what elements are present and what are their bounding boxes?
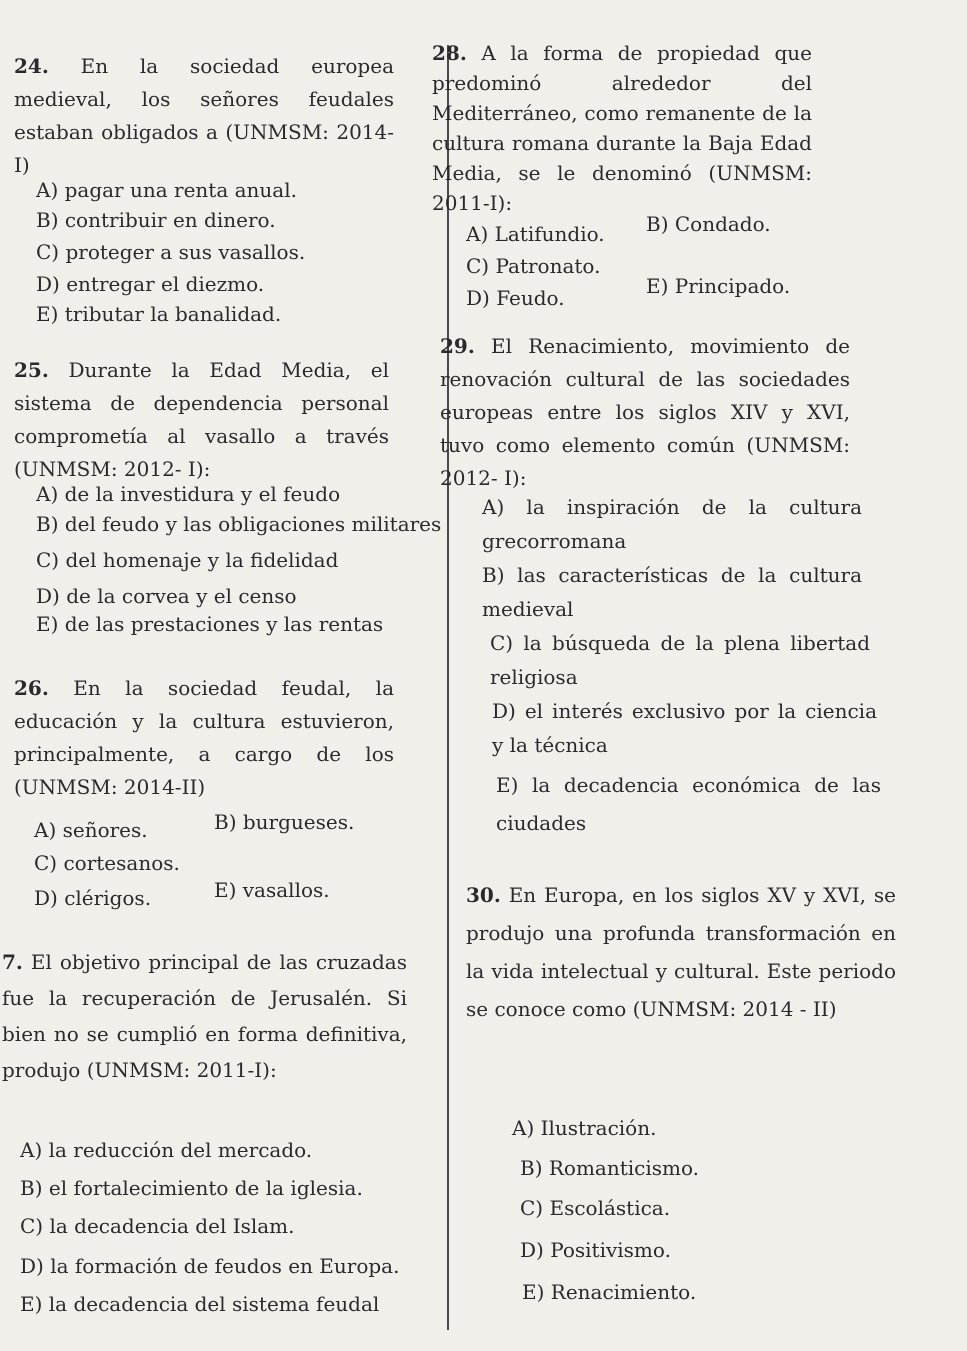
- question-25-text: Durante la Edad Media, el sistema de dependencia personal comprometía al vasallo a través (UNMSM: 2012- I):: [14, 358, 390, 481]
- q29-option-e-text: E) la decadencia económica de las ciudades: [496, 773, 881, 835]
- q28-option-a[interactable]: A) Latifundio.: [466, 222, 605, 246]
- q27-option-a[interactable]: A) la reducción del mercado.: [20, 1138, 313, 1162]
- q26-option-d[interactable]: D) clérigos.: [34, 886, 152, 910]
- question-27-text: El objetivo principal de las cruzadas fue la recuperación de Jerusalén. Si bien no se cumplió en forma definitiva, produjo (UNMSM: 2011-I):: [2, 950, 407, 1082]
- q26-option-b[interactable]: B) burgueses.: [214, 810, 355, 834]
- q25-option-d[interactable]: D) de la corvea y el censo: [36, 584, 297, 608]
- question-26-number: 26.: [14, 676, 49, 700]
- q29-option-d[interactable]: [492, 694, 877, 762]
- q30-option-e[interactable]: E) Renacimiento.: [522, 1280, 697, 1304]
- q27-option-c[interactable]: C) la decadencia del Islam.: [20, 1214, 295, 1238]
- q29-option-a[interactable]: [482, 490, 862, 558]
- q27-option-e[interactable]: E) la decadencia del sistema feudal: [20, 1292, 380, 1316]
- q30-option-b[interactable]: B) Romanticismo.: [520, 1156, 700, 1180]
- q26-option-a[interactable]: A) señores.: [34, 818, 148, 842]
- q29-option-b-text: B) las características de la cultura medieval: [482, 563, 862, 621]
- question-28-text: A la forma de propiedad que predominó alrededor del Mediterráneo, como remanente de la cultura romana durante la Baja Edad Media, se le denominó (UNMSM: 2011-I):: [432, 41, 812, 215]
- question-24-number: 24.: [14, 54, 49, 78]
- question-24: [14, 50, 394, 182]
- q27-option-b[interactable]: B) el fortalecimiento de la iglesia.: [20, 1176, 363, 1200]
- question-29-stem: [440, 330, 850, 495]
- question-24-text: En la sociedad europea medieval, los señores feudales estaban obligados a (UNMSM: 2014-I): [14, 54, 394, 177]
- question-25-stem: [14, 354, 389, 486]
- question-25-number: 25.: [14, 358, 49, 382]
- q26-option-e[interactable]: E) vasallos.: [214, 878, 330, 902]
- q25-option-a[interactable]: A) de la investidura y el feudo: [36, 482, 341, 506]
- question-27: [2, 944, 407, 1088]
- q25-option-c[interactable]: C) del homenaje y la fidelidad: [36, 548, 339, 572]
- q30-option-a[interactable]: A) Ilustración.: [512, 1116, 657, 1140]
- q24-option-e[interactable]: E) tributar la banalidad.: [36, 302, 282, 326]
- q26-option-c[interactable]: C) cortesanos.: [34, 851, 180, 875]
- q28-option-d[interactable]: D) Feudo.: [466, 286, 565, 310]
- q28-option-c[interactable]: C) Patronato.: [466, 254, 601, 278]
- question-30-number: 30.: [466, 883, 501, 907]
- q24-option-d[interactable]: D) entregar el diezmo.: [36, 272, 265, 296]
- question-26: [14, 672, 394, 804]
- question-24-stem: [14, 50, 394, 182]
- q30-option-c[interactable]: C) Escolástica.: [520, 1196, 671, 1220]
- q24-option-a[interactable]: A) pagar una renta anual.: [36, 178, 297, 202]
- question-28-stem: [432, 38, 812, 218]
- q25-option-e[interactable]: E) de las prestaciones y las rentas: [36, 612, 384, 636]
- q28-option-b[interactable]: B) Condado.: [646, 212, 771, 236]
- q30-option-d[interactable]: D) Positivismo.: [520, 1238, 671, 1262]
- q29-option-c-text: C) la búsqueda de la plena libertad religiosa: [490, 631, 870, 689]
- question-30: [466, 876, 896, 1028]
- q28-option-e[interactable]: E) Principado.: [646, 274, 791, 298]
- question-29: [440, 330, 850, 495]
- question-28-number: 28.: [432, 41, 467, 65]
- q27-option-d[interactable]: D) la formación de feudos en Europa.: [20, 1254, 400, 1278]
- question-26-text: En la sociedad feudal, la educación y la cultura estuvieron, principalmente, a cargo de los (UNMSM: 2014-II): [14, 676, 395, 799]
- question-25: [14, 354, 389, 486]
- column-divider: [447, 45, 449, 1330]
- q24-option-b[interactable]: B) contribuir en dinero.: [36, 208, 276, 232]
- question-28: [432, 38, 812, 218]
- question-30-stem: [466, 876, 896, 1028]
- q25-option-b[interactable]: B) del feudo y las obligaciones militares: [36, 512, 442, 536]
- question-29-text: El Renacimiento, movimiento de renovación cultural de las sociedades europeas entre los siglos XIV y XVI, tuvo como elemento común (UNMSM: 2012- I):: [440, 334, 851, 490]
- q29-option-c[interactable]: [490, 626, 870, 694]
- q24-option-c[interactable]: C) proteger a sus vasallos.: [36, 240, 306, 264]
- question-29-number: 29.: [440, 334, 475, 358]
- question-27-number: 7.: [2, 950, 23, 974]
- q29-option-e[interactable]: [496, 766, 881, 842]
- q29-option-b[interactable]: [482, 558, 862, 626]
- q29-option-d-text: D) el interés exclusivo por la ciencia y la técnica: [492, 699, 877, 757]
- question-26-stem: [14, 672, 394, 804]
- question-30-text: En Europa, en los siglos XV y XVI, se produjo una profunda transformación en la vida intelectual y cultural. Este periodo se conoce como (UNMSM: 2014 - II): [466, 883, 897, 1021]
- question-27-stem: [2, 944, 407, 1088]
- q29-option-a-text: A) la inspiración de la cultura grecorromana: [482, 495, 862, 553]
